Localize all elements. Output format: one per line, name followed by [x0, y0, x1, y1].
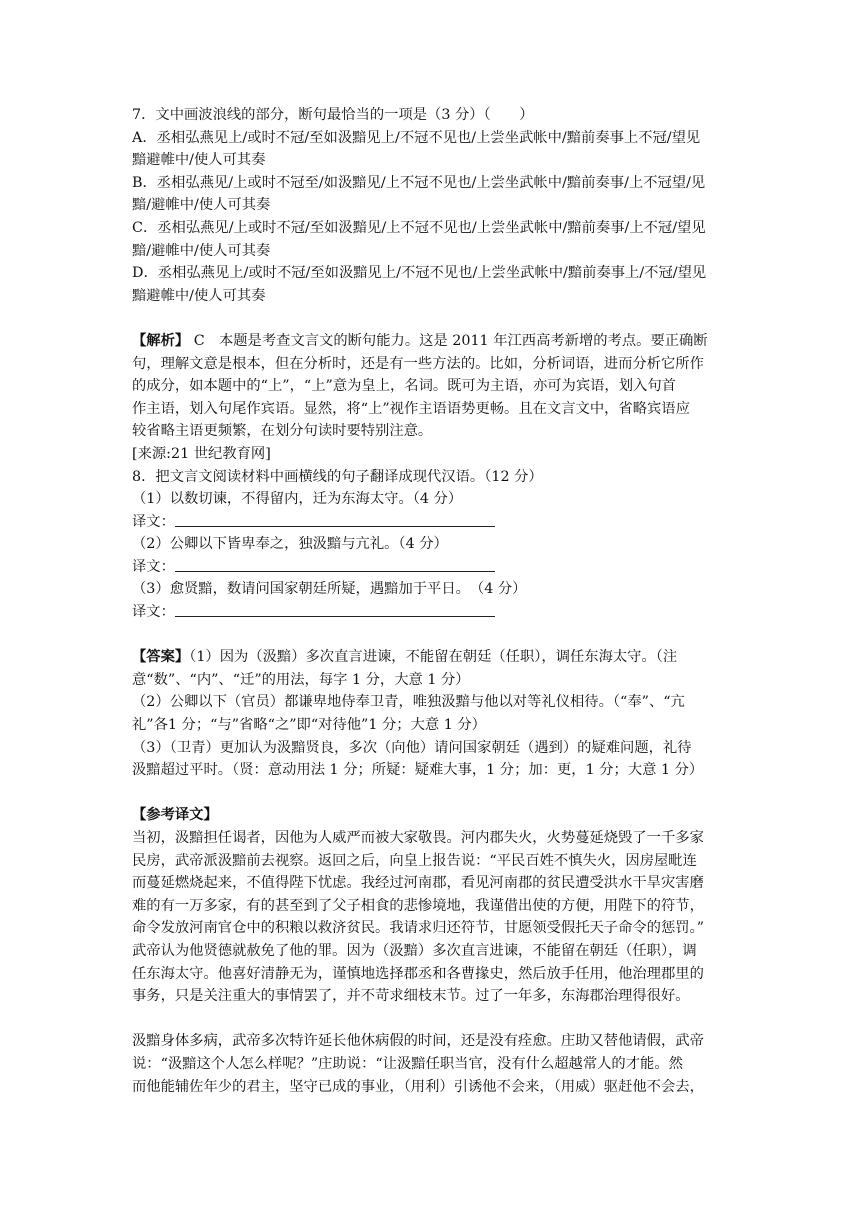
question-8-item-3: （3）愈贤黯，数请问国家朝廷所疑，遇黯加于平日。 （4 分）	[132, 581, 527, 598]
spacer	[132, 624, 752, 647]
reference-p1-line-1: 当初，汲黯担任谒者，因他为人威严而被大家敬畏。河内郡失火，火势蔓延烧毁了一千多家	[132, 830, 704, 846]
answer-line-2: 意“数”、“内”、“迁”的用法，每字 1 分，大意 1 分）	[132, 671, 470, 688]
answer-blank	[175, 512, 495, 527]
question-8-stem: 8．把文言文阅读材料中画横线的句子翻译成现代汉语。（12 分）	[132, 468, 543, 485]
translation-label: 译文：	[132, 558, 175, 575]
question-8-item-1: （1）以数切谏，不得留内，迁为东海太守。（4 分）	[132, 491, 463, 508]
analysis-line-1	[132, 330, 752, 353]
spacer	[132, 307, 752, 330]
reference-p2-line-2: 说：“汲黯这个人怎么样呢？”庄助说：“让汲黯任职当官，没有什么超越常人的才能。然	[132, 1055, 683, 1072]
option-a-line-1: A．丞相弘燕见上/或时不冠/至如汲黯见上/不冠不见也/上尝坐武帐中/黯前奏事上不冠/望见	[132, 129, 701, 146]
source-note: [来源:21 世纪教育网]	[132, 445, 271, 462]
answer-line-1	[132, 646, 752, 669]
option-c-line-2: 黯/避帷中/使人可其奏	[132, 242, 271, 259]
reference-p1-line-5: 命令发放河南官仓中的积粮以救济贫民。我请求归还符节，甘愿领受假托天子命令的惩罚。”	[132, 920, 705, 937]
option-d-line-2: 黯避帷中/使人可其奏	[132, 287, 266, 304]
translation-line-3	[132, 601, 752, 624]
translation-label: 译文：	[132, 513, 175, 530]
analysis-line-2: 句，理解文意是根本，但在分析时，还是有一些方法的。比如，分析词语，进而分析它所作	[132, 355, 704, 372]
reference-p1-line-3: 而蔓延燃烧起来，不值得陛下忧虑。我经过河南郡，看见河南郡的贫民遭受洪水干旱灾害磨	[132, 875, 704, 892]
document-page	[132, 104, 752, 1098]
answer-blank	[175, 557, 495, 572]
answer-line-4: 礼”各1 分；“与”省略“之”即“对待他”1 分；大意 1 分）	[132, 717, 486, 734]
translation-label: 译文：	[132, 604, 175, 621]
answer-line-5: （3）（卫青）更加认为汲黯贤良，多次（向他）请问国家朝廷（遇到）的疑难问题，礼待	[132, 739, 692, 756]
translation-line-1	[132, 511, 752, 534]
analysis-line-4: 作主语，划入句尾作宾语。显然，将“上”视作主语语势更畅。且在文言文中，省略宾语应	[132, 400, 690, 417]
option-b-line-1: B．丞相弘燕见/上或时不冠至/如汲黯见/上不冠不见也/上尝坐武帐中/黯前奏事/上不冠望/见	[132, 174, 706, 191]
analysis-label: 【解析】	[132, 332, 190, 349]
option-d-line-1: D．丞相弘燕见上/或时不冠/至如汲黯见上/不冠不见也/上尝坐武帐中/黯前奏事上/不冠/望见	[132, 265, 707, 282]
reference-p2-line-3: 而他能辅佐年少的君主，坚守已成的事业，（用利）引诱他不会来，（用威）驱赶他不会去，	[132, 1078, 704, 1095]
question-7-stem: 7．文中画波浪线的部分，断句最恰当的一项是（3 分）（ ）	[132, 107, 534, 123]
answer-blank	[175, 602, 495, 617]
reference-translation-label: 【参考译文】	[132, 807, 218, 824]
option-c-line-1: C．丞相弘燕见/上或时不冠/至如汲黯见/上不冠不见也/上尝坐武帐中/黯前奏事/上不冠/望见	[132, 219, 706, 236]
answer-line-6: 汲黯超过平时。（贤：意动用法 1 分；所疑：疑难大事，1 分；加：更，1 分；大意 1 分）	[132, 762, 704, 779]
analysis-line-3: 的成分，如本题中的“上”，“上”意为皇上，名词。既可为主语，亦可为宾语，划入句首	[132, 378, 676, 395]
reference-p1-line-4: 难的有一万多家，有的甚至到了父子相食的悲惨境地，我谨借出使的方便，用陛下的符节，	[132, 897, 704, 914]
option-a-line-2: 黯避帷中/使人可其奏	[132, 152, 266, 169]
translation-line-2	[132, 556, 752, 579]
reference-p1-line-6: 武帝认为他贤德就赦免了他的罪。因为（汲黯）多次直言进谏，不能留在朝廷（任职），调	[132, 942, 697, 959]
answer-text: （1）因为（汲黯）多次直言进谏，不能留在朝廷（任职），调任东海太守。（注	[189, 649, 678, 666]
reference-p2-line-1: 汲黯身体多病，武帝多次特许延长他休病假的时间，还是没有痊愈。庄助又替他请假，武帝	[132, 1033, 704, 1050]
analysis-text: C 本题是考查文言文的断句能力。这是 2011 年江西高考新增的考点。要正确断	[189, 332, 708, 349]
reference-p1-line-8: 事务，只是关注重大的事情罢了，并不苛求细枝末节。过了一年多，东海郡治理得很好。	[132, 988, 690, 1005]
question-8-item-2: （2）公卿以下皆卑奉之，独汲黯与亢礼。（4 分）	[132, 536, 448, 553]
analysis-line-5: 较省略主语更频繁，在划分句读时要特别注意。	[132, 423, 433, 440]
reference-p1-line-2: 民房，武帝派汲黯前去视察。返回之后，向皇上报告说：“平民百姓不慎失火，因房屋毗连	[132, 852, 697, 869]
option-b-line-2: 黯/避帷中/使人可其奏	[132, 197, 271, 214]
reference-p1-line-7: 任东海太守。他喜好清静无为，谨慎地选择郡丞和各曹掾史，然后放手任用，他治理郡里的	[132, 965, 704, 982]
spacer	[132, 782, 752, 805]
answer-label: 【答案】	[132, 649, 190, 666]
answer-line-3: （2）公卿以下（官员）都谦卑地侍奉卫青，唯独汲黯与他以对等礼仪相待。（“奉”、“亢	[132, 694, 685, 711]
spacer	[132, 1008, 752, 1031]
